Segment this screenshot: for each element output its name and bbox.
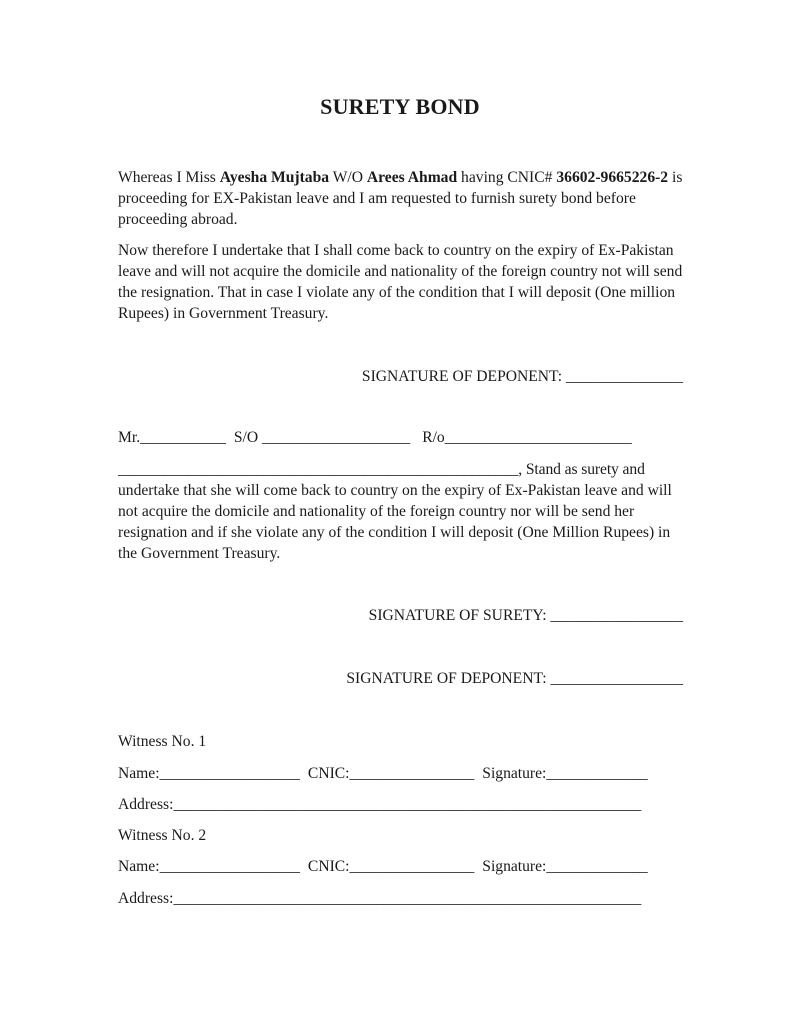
applicant-name: Ayesha Mujtaba [219,169,330,186]
witness-1-name-field: Name:__________________ [118,765,300,782]
witness-1-heading: Witness No. 1 [118,733,207,750]
witness-2-cnic-field: CNIC:________________ [307,858,475,875]
witness-2-heading: Witness No. 2 [118,827,207,844]
surety-mr-field: Mr.___________ [118,429,226,446]
surety-signature-line: SIGNATURE OF SURETY: _________________ [368,607,683,624]
deponent-signature-line-1: SIGNATURE OF DEPONENT: _______________ [361,368,683,385]
applicant-cnic: 36602-9665226-2 [556,169,669,186]
surety-paragraph-body: undertake that she will come back to country on the expiry of Ex-Pakistan leave and will not acquire the domicile and nationality of the foreign country nor will be send her resignation and if she violate any of the condition I will deposit (One Million Rupees) in the Government Treasury. [118,482,672,562]
witness-1-fields [118,763,648,784]
witness-1-address-field: Address:____________________________________________________________ [118,796,642,813]
husband-name: Arees Ahmad [366,169,458,186]
witness-2-address-field: Address:____________________________________________________________ [118,890,642,907]
intro-text-2: W/O [329,169,367,186]
witness-2-signature-field: Signature:_____________ [482,858,648,875]
witness-1-cnic-field: CNIC:________________ [307,765,475,782]
intro-text-4: is proceeding for EX-Pakistan leave and I am requested to furnish surety bond before proceeding abroad. [118,169,683,228]
deponent-signature-line-2: SIGNATURE OF DEPONENT: _________________ [346,670,683,687]
undertaking-paragraph: Now therefore I undertake that I shall come back to country on the expiry of Ex-Pakistan leave and will not acquire the domicile and nationality of the foreign country not will send the resignation. That in case I violate any of the condition that I will deposit (One million Rupees) in Government Treasury. [118,242,683,322]
surety-paragraph-first-line: ____________________________________________________, Stand as surety and [118,461,645,478]
intro-text-1: Whereas I Miss [118,169,220,186]
surety-details-line [118,427,632,448]
surety-ro-field: R/o________________________ [422,429,632,446]
witness-2-name-field: Name:__________________ [118,858,300,875]
witness-1-signature-field: Signature:_____________ [482,765,648,782]
surety-paragraph [118,459,684,564]
intro-text-3: having CNIC# [457,169,557,186]
document-title: SURETY BOND [320,94,480,119]
intro-paragraph [118,167,684,230]
witness-2-fields [118,856,648,877]
surety-so-field: S/O ___________________ [233,429,411,446]
